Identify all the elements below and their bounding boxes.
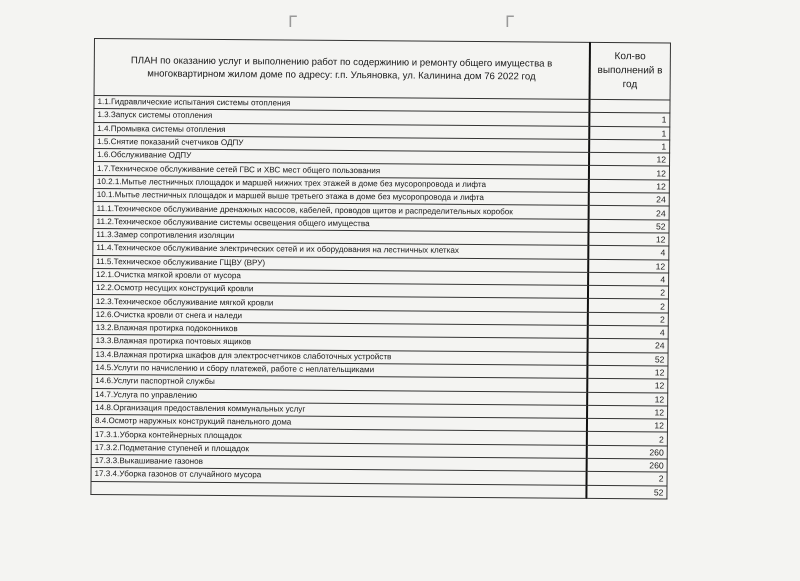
scan-mark-right: ᒥ [505, 12, 514, 31]
service-quantity: 2 [587, 299, 668, 313]
service-name: 14.6.Услуги паспортной службы [92, 375, 587, 392]
service-quantity: 4 [587, 325, 668, 339]
table-header [94, 39, 670, 101]
service-quantity: 52 [586, 485, 667, 499]
service-quantity: 260 [586, 445, 667, 459]
service-quantity: 24 [587, 339, 668, 353]
service-quantity: 12 [588, 166, 669, 180]
service-name: 13.4.Влажная протирка шкафов для электросчетчиков слаботочных устройств [92, 348, 587, 365]
service-name: 10.1.Мытье лестничных площадок и маршей выше третьего этажа в доме без мусоропровода и лифта [93, 189, 588, 206]
service-name: 11.5.Техническое обслуживание ГЩВУ (ВРУ) [93, 255, 588, 272]
service-quantity: 12 [588, 259, 669, 273]
service-quantity: 260 [586, 458, 667, 472]
service-name: 10.2.1.Мытье лестничных площадок и маршей нижних трех этажей в доме без мусоропровода и лифта [93, 175, 588, 192]
service-quantity: 24 [588, 206, 669, 220]
service-name: 12.3.Техническое обслуживание мягкой кровли [92, 295, 587, 312]
service-name: 17.3.2.Подметание ступеней и площадок [91, 441, 586, 458]
service-name: 17.3.1.Уборка контейнерных площадок [91, 428, 586, 445]
service-name: 1.3.Запуск системы отопления [94, 109, 589, 126]
service-quantity: 12 [587, 365, 668, 379]
service-name [91, 481, 586, 498]
document-title: ПЛАН по оказанию услуг и выполнению работ по содержинию и ремонту общего имущества в многоквартирном жилом доме по адресу: г.п. Ульяновка, ул. Калинина дом 76 2022 год [94, 39, 589, 100]
service-quantity: 52 [587, 352, 668, 366]
service-name: 12.2.Осмотр несущих конструкций кровли [92, 282, 587, 299]
service-quantity: 4 [588, 272, 669, 286]
service-name: 1.4.Промывка системы отопления [94, 122, 589, 139]
service-quantity: 2 [587, 312, 668, 326]
service-quantity: 12 [587, 392, 668, 406]
service-name: 1.1.Гидравлические испытания системы отопления [94, 96, 589, 113]
service-quantity: 1 [589, 139, 670, 153]
quantity-column-header: Кол-во выполнений в год [589, 42, 670, 100]
service-quantity: 4 [588, 246, 669, 260]
service-quantity: 12 [588, 179, 669, 193]
service-name: 14.7.Услуга по управлению [92, 388, 587, 405]
service-name: 11.1.Техническое обслуживание дренажных насосов, кабелей, проводов щитов и распределительных коробок [93, 202, 588, 219]
scan-mark-left: ᒥ [288, 12, 297, 31]
service-quantity: 12 [589, 153, 670, 167]
service-name: 1.7.Техническое обслуживание сетей ГВС и ХВС мест общего пользования [93, 162, 588, 179]
service-quantity: 24 [588, 192, 669, 206]
service-quantity: 52 [588, 219, 669, 233]
service-quantity: 2 [587, 286, 668, 300]
service-quantity: 12 [588, 232, 669, 246]
service-name: 1.5.Снятие показаний счетчиков ОДПУ [94, 135, 589, 152]
service-quantity: 2 [586, 472, 667, 486]
services-table [90, 38, 671, 499]
service-quantity: 12 [586, 419, 667, 433]
service-name: 11.4.Техническое обслуживание электрических сетей и их оборудования на лестничных клетках [93, 242, 588, 259]
service-name: 8.4.Осмотр наружных конструкций панельного дома [91, 415, 586, 432]
service-quantity: 1 [589, 126, 670, 140]
service-quantity: 12 [587, 405, 668, 419]
document-page [90, 38, 670, 513]
service-name: 11.2.Техническое обслуживание системы освещения общего имущества [93, 215, 588, 232]
service-name: 12.1.Очистка мягкой кровли от мусора [93, 268, 588, 285]
service-name: 17.3.4.Уборка газонов от случайного мусора [91, 468, 586, 485]
service-name: 13.3.Влажная протирка почтовых ящиков [92, 335, 587, 352]
service-name: 1.6.Обслуживание ОДПУ [94, 149, 589, 166]
service-name: 11.3.Замер сопротивления изоляции [93, 228, 588, 245]
service-name: 17.3.3.Выкашивание газонов [91, 455, 586, 472]
service-name: 12.6.Очистка кровли от снега и наледи [92, 308, 587, 325]
service-name: 13.2.Влажная протирка подоконников [92, 322, 587, 339]
service-quantity [589, 99, 670, 113]
service-quantity: 2 [586, 432, 667, 446]
service-quantity: 12 [587, 379, 668, 393]
service-name: 14.5.Услуги по начислению и сбору платежей, работе с неплательщиками [92, 361, 587, 378]
service-name: 14.8.Организация предоставления коммунальных услуг [92, 401, 587, 418]
service-quantity: 1 [589, 113, 670, 127]
